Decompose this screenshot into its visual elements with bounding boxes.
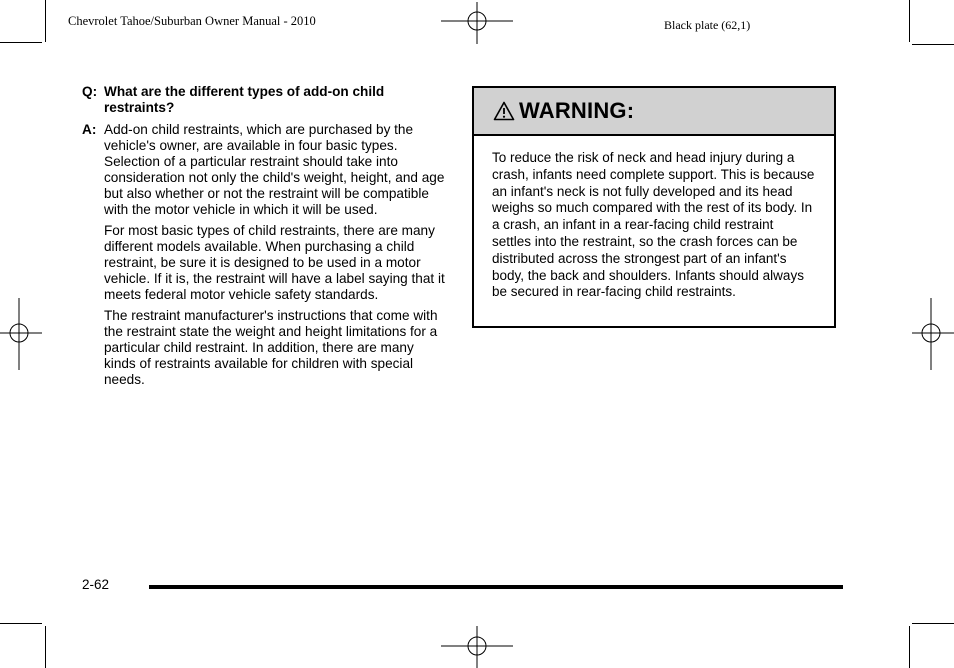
plate-label: Black plate (62,1)	[664, 18, 751, 32]
manual-title: Chevrolet Tahoe/Suburban Owner Manual - 2010	[68, 14, 316, 28]
warning-box	[472, 86, 836, 328]
question-text: What are the different types of add-on child restraints?	[104, 84, 385, 115]
answer-row	[82, 122, 448, 218]
crop-mark-bottom-right-horizontal	[912, 623, 954, 624]
registration-mark-right-icon	[912, 298, 954, 370]
crop-mark-bottom-left-horizontal	[0, 623, 42, 624]
warning-triangle-icon	[493, 101, 515, 121]
crop-mark-top-right-horizontal	[912, 44, 954, 45]
registration-mark-bottom-icon	[441, 626, 513, 668]
answer-paragraph-2: For most basic types of child restraints, there are many different models available. When purchasing a child restraint, be sure it is designed to be used in a motor vehicle. If it is, the restraint will have a label saying that it meets federal motor vehicle safety standards.	[104, 223, 445, 302]
crop-mark-bottom-right-vertical	[909, 626, 910, 668]
answer-paragraph-3: The restraint manufacturer's instructions that come with the restraint state the weight and height limitations for a particular child restraint. In addition, there are many kinds of restraints available for children with special needs.	[104, 308, 438, 387]
crop-mark-top-right-vertical	[909, 0, 910, 42]
question-row	[82, 84, 448, 116]
crop-mark-top-left-horizontal	[0, 42, 42, 43]
registration-mark-top-icon	[441, 2, 513, 44]
qa-section	[82, 84, 448, 388]
question-tag: Q:	[82, 84, 98, 99]
warning-body: To reduce the risk of neck and head injury during a crash, infants need complete support. This is because an infant's neck is not fully developed and its head weighs so much compared with the rest of its body. In a crash, an infant in a rear-facing child restraint settles into the restraint, so the crash forces can be distributed across the strongest part of an infant's body, the back and shoulders. Infants should always be secured in rear-facing child restraints.	[492, 150, 815, 300]
registration-mark-left-icon	[0, 298, 42, 370]
warning-title: WARNING:	[519, 98, 635, 123]
footer-rule	[149, 585, 843, 589]
answer-tag: A:	[82, 122, 97, 137]
answer-text: Add-on child restraints, which are purchased by the vehicle's owner, are available in four basic types. Selection of a particular restraint should take into consideration not only the child's weight, height, and age but also whether or not the restraint will be compatible with the motor vehicle in which it will be used.	[104, 122, 445, 217]
page-number: 2-62	[82, 577, 110, 592]
crop-mark-top-left-vertical	[45, 0, 46, 42]
crop-mark-bottom-left-vertical	[45, 626, 46, 668]
warning-header	[474, 88, 834, 136]
